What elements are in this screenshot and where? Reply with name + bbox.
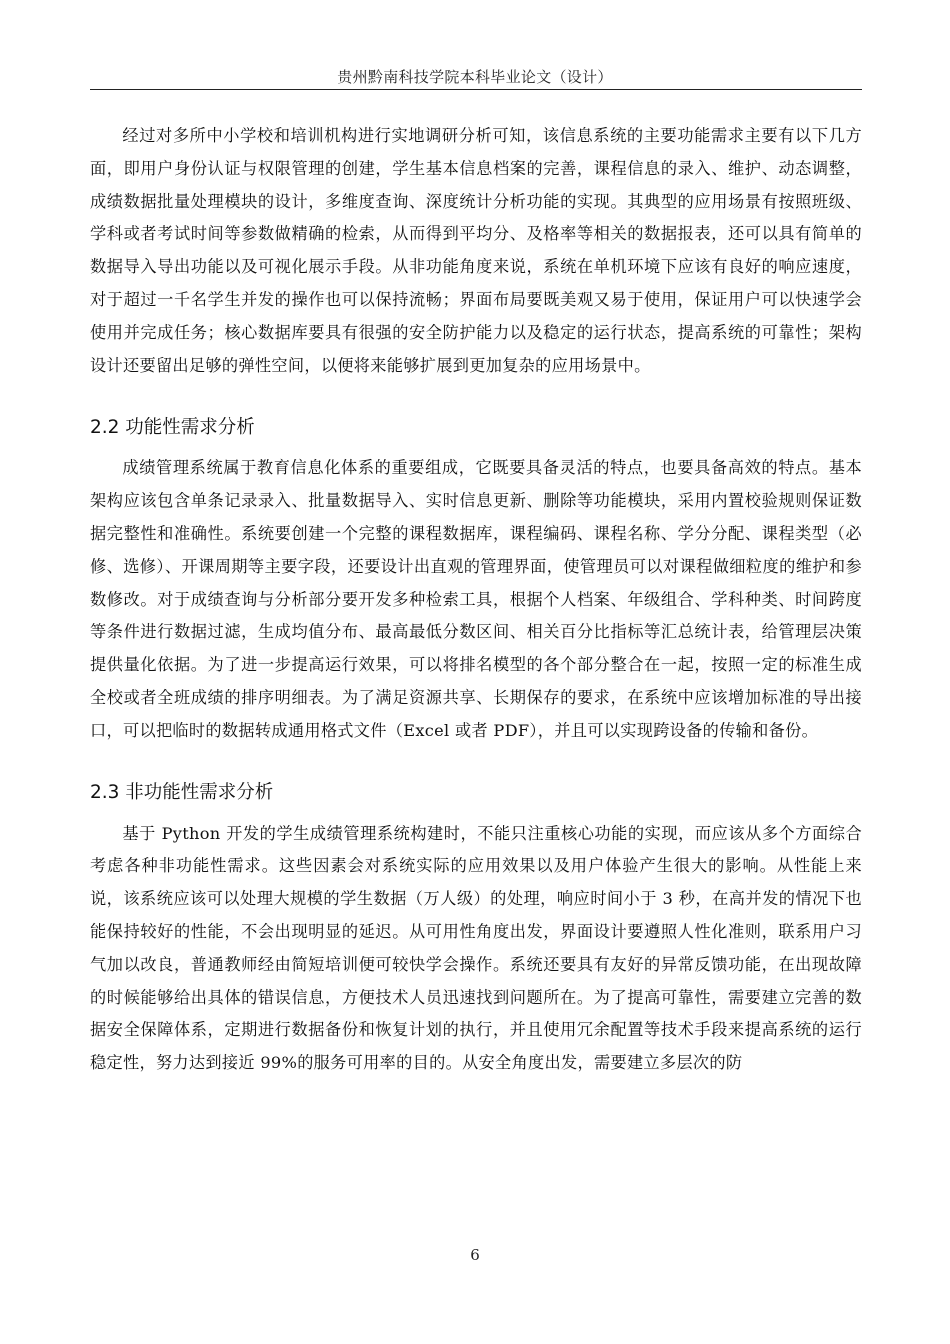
paragraph-nonfunctional-requirements: 基于 Python 开发的学生成绩管理系统构建时，不能只注重核心功能的实现，而应该从多个方面综合考虑各种非功能性需求。这些因素会对系统实际的应用效果以及用户体验产生很大的影响。从性能上来说，该系统应该可以处理大规模的学生数据（万人级）的处理，响应时间小于 3 秒，在高并发的情况下也能保持较好的性能，不会出现明显的延迟。从可用性角度出发，界面设计要遵照人性化准则，联系用户习气加以改良，普通教师经由简短培训便可较快学会操作。系统还要具有友好的异常反馈功能，在出现故障的时候能够给出具体的错误信息，方便技术人员迅速找到问题所在。为了提高可靠性，需要建立完善的数据安全保障体系，定期进行数据备份和恢复计划的执行，并且使用冗余配置等技术手段来提高系统的运行稳定性，努力达到接近 99%的服务可用率的目的。从安全角度出发，需要建立多层次的防	[90, 823, 862, 1073]
paragraph-functional-requirements: 成绩管理系统属于教育信息化体系的重要组成，它既要具备灵活的特点，也要具备高效的特点。基本架构应该包含单条记录录入、批量数据导入、实时信息更新、删除等功能模块，采用内置校验规则保证数据完整性和准确性。系统要创建一个完整的课程数据库，课程编码、课程名称、学分分配、课程类型（必修、选修）、开课周期等主要字段，还要设计出直观的管理界面，使管理员可以对课程做细粒度的维护和参数修改。对于成绩查询与分析部分要开发多种检索工具，根据个人档案、年级组合、学科种类、时间跨度等条件进行数据过滤，生成均值分布、最高最低分数区间、相关百分比指标等汇总统计表，给管理层决策提供量化依据。为了进一步提高运行效果，可以将排名模型的各个部分整合在一起，按照一定的标准生成全校或者全班成绩的排序明细表。为了满足资源共享、长期保存的要求，在系统中应该增加标准的导出接口，可以把临时的数据转成通用格式文件（Excel 或者 PDF），并且可以实现跨设备的传输和备份。	[90, 458, 862, 740]
paragraph-intro: 经过对多所中小学校和培训机构进行实地调研分析可知，该信息系统的主要功能需求主要有以下几方面，即用户身份认证与权限管理的创建，学生基本信息档案的完善，课程信息的录入、维护、动态调整，成绩数据批量处理模块的设计，多维度查询、深度统计分析功能的实现。其典型的应用场景有按照班级、学科或者考试时间等参数做精确的检索，从而得到平均分、及格率等相关的数据报表，还可以具有简单的数据导入导出功能以及可视化展示手段。从非功能角度来说，系统在单机环境下应该有良好的响应速度，对于超过一千名学生并发的操作也可以保持流畅；界面布局要既美观又易于使用，保证用户可以快速学会使用并完成任务；核心数据库要具有很强的安全防护能力以及稳定的运行状态，提高系统的可靠性；架构设计还要留出足够的弹性空间，以便将来能够扩展到更加复杂的应用场景中。	[90, 126, 862, 375]
section-heading-2-3: 2.3 非功能性需求分析	[90, 781, 274, 803]
page-number: 6	[470, 1246, 480, 1264]
header-divider	[90, 89, 862, 90]
section-heading-2-2: 2.2 功能性需求分析	[90, 417, 255, 439]
page-body	[90, 120, 862, 1080]
running-header: 贵州黔南科技学院本科毕业论文（设计）	[337, 68, 613, 86]
